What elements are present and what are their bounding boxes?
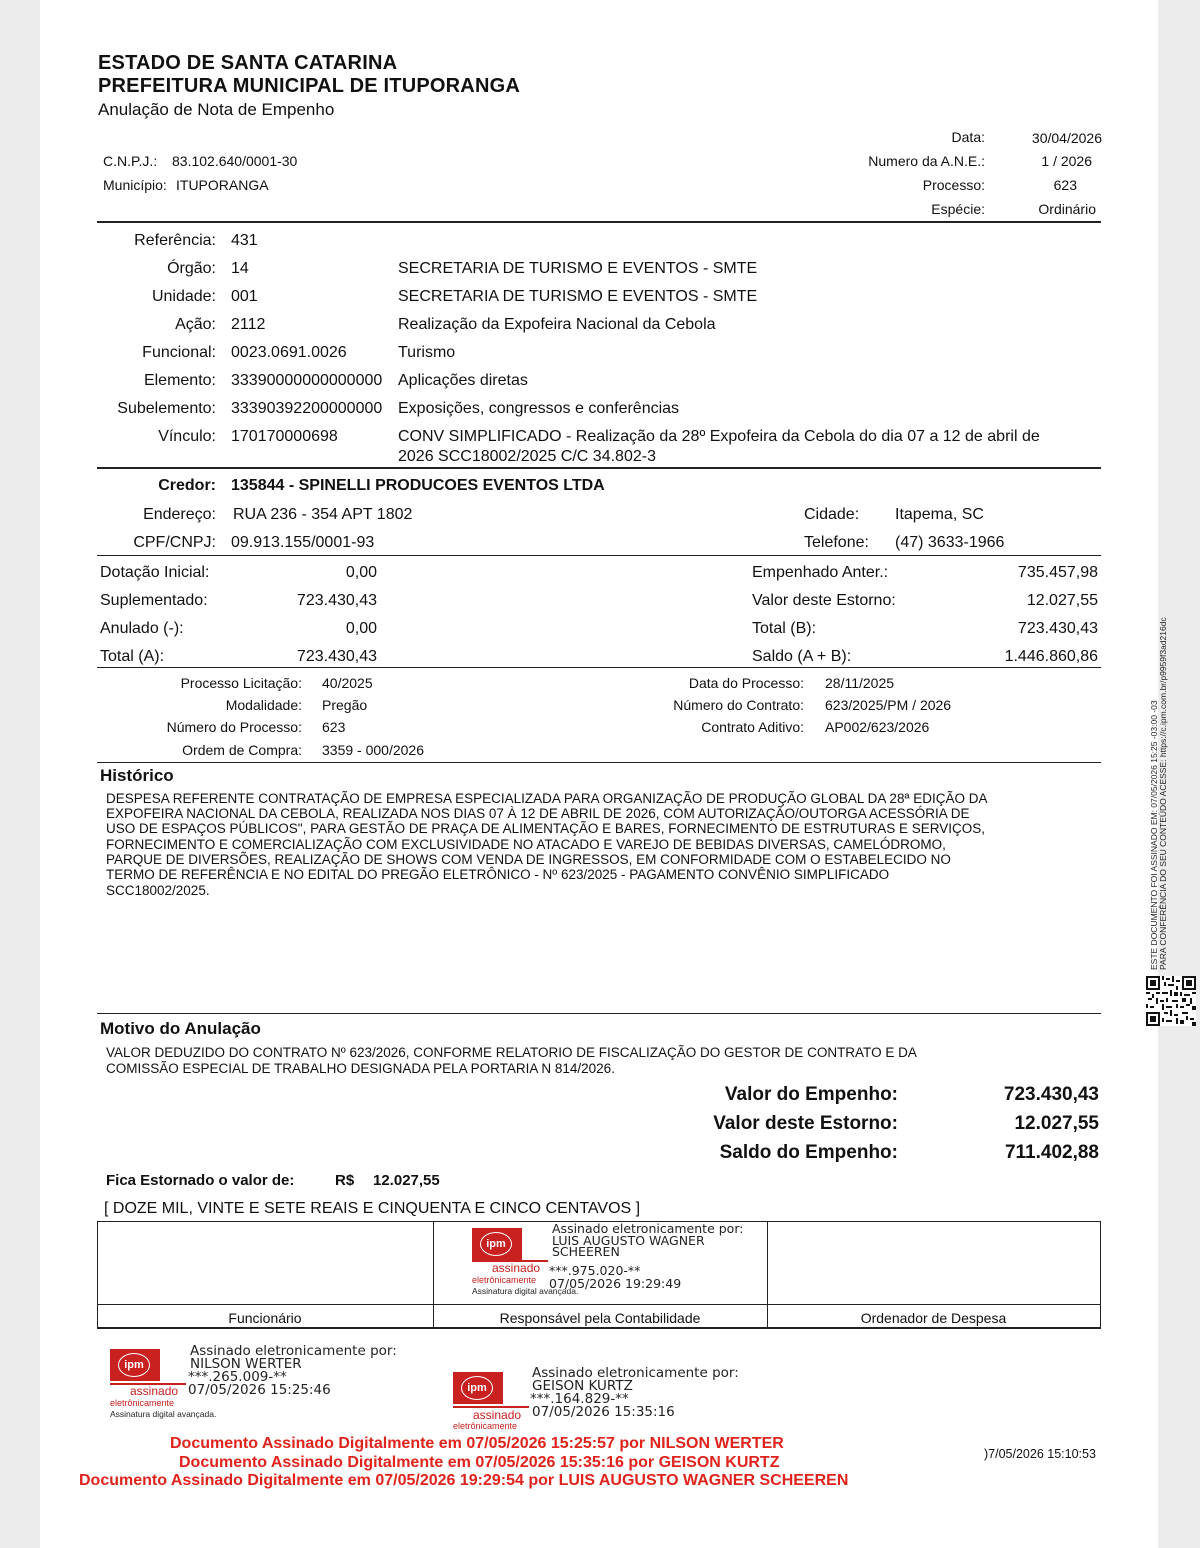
total-a-label: Total (A):: [100, 648, 165, 665]
ipm-avancada: Assinatura digital avançada.: [472, 1286, 579, 1296]
signature-header: Assinado eletronicamente por:: [552, 1221, 744, 1236]
prefecture-title: PREFEITURA MUNICIPAL DE ITUPORANGA: [98, 75, 520, 97]
historico-line: TERMO DE REFERÊNCIA E NO EDITAL DO PREGÃO ELETRÔNICO - Nº 623/2025 - PAGAMENTO CONVÊNIO SIMPLIFICADO: [106, 867, 890, 882]
data-processo-label: Data do Processo:: [688, 675, 804, 691]
subelemento-desc: Exposições, congressos e conferências: [398, 400, 680, 417]
elemento-label: Elemento:: [143, 372, 216, 389]
credor-value: 135844 - SPINELLI PRODUCOES EVENTOS LTDA: [231, 477, 605, 494]
municipio-value: ITUPORANGA: [176, 177, 269, 193]
endereco-label: Endereço:: [143, 506, 216, 523]
numero-contrato-label: Número do Contrato:: [673, 697, 804, 713]
valor-empenho-value: 723.430,43: [1003, 1084, 1099, 1105]
cnpj-value: 83.102.640/0001-30: [172, 153, 298, 169]
ordenador-label: Ordenador de Despesa: [860, 1310, 1007, 1326]
historico-line: SCC18002/2025.: [106, 883, 210, 898]
empenhado-anter-label: Empenhado Anter.:: [752, 564, 889, 581]
telefone-value: (47) 3633-1966: [895, 534, 1005, 551]
vinculo-code: 170170000698: [231, 428, 338, 445]
valor-estorno-label: Valor deste Estorno:: [752, 592, 896, 609]
unidade-code: 001: [231, 288, 258, 305]
verification-line: PARA CONFERÊNCIA DO SEU CONTEÚDO ACESSE: https://c.ipm.com.br/p9959f3ad216dc: [1158, 617, 1168, 970]
cpf-label: CPF/CNPJ:: [133, 534, 216, 551]
telefone-label: Telefone:: [804, 534, 869, 551]
acao-label: Ação:: [175, 316, 216, 333]
suplementado-label: Suplementado:: [100, 592, 208, 609]
vinculo-desc-2: 2026 SCC18002/2025 C/C 34.802-3: [398, 448, 656, 465]
saldo-label: Saldo (A + B):: [752, 648, 852, 665]
signature-name: GEISON KURTZ: [532, 1378, 633, 1394]
estornado-label: Fica Estornado o valor de:: [106, 1172, 295, 1189]
ipm-eletronicamente: eletrônicamente: [472, 1275, 537, 1285]
historico-line: USO DE ESPAÇOS PÚBLICOS", PARA GESTÃO DE PRAÇA DE ALIMENTAÇÃO E BARES, FORNECIMENTO DE ESTRUTURAS E SERVIÇOS,: [106, 821, 985, 836]
dotacao-inicial-label: Dotação Inicial:: [100, 564, 210, 581]
divider: [97, 221, 1101, 223]
motivo-line: COMISSÃO ESPECIAL DE TRABALHO DESIGNADA PELA PORTARIA N 814/2026.: [106, 1061, 615, 1076]
numero-processo-value: 623: [322, 719, 346, 735]
especie-label: Espécie:: [931, 201, 985, 217]
signature-cpf: ***.265.009-**: [188, 1369, 287, 1385]
total-a-value: 723.430,43: [296, 648, 377, 665]
processo-value: 623: [1053, 177, 1077, 193]
state-title: ESTADO DE SANTA CATARINA: [98, 52, 398, 74]
ipm-logo-icon: ipm: [472, 1228, 522, 1260]
signature-stamp-contabilidade: [472, 1222, 812, 1302]
digital-signature-line: Documento Assinado Digitalmente em 07/05/2026 19:29:54 por LUIS AUGUSTO WAGNER SCHEEREN: [79, 1472, 849, 1489]
elemento-desc: Aplicações diretas: [398, 372, 528, 389]
anulado-label: Anulado (-):: [100, 620, 184, 637]
historico-line: PARQUE DE DIVERSÕES, REALIZAÇÃO DE SHOWS COM VENDA DE INGRESSOS, EM CONFORMIDADE COM O ESTABELECIDO NO: [106, 852, 951, 867]
cidade-value: Itapema, SC: [895, 506, 984, 523]
referencia-label: Referência:: [134, 232, 216, 249]
subelemento-label: Subelemento:: [117, 400, 216, 417]
endereco-value: RUA 236 - 354 APT 1802: [233, 506, 413, 523]
funcional-code: 0023.0691.0026: [231, 344, 347, 361]
dotacao-inicial-value: 0,00: [345, 564, 377, 581]
signature-header: Assinado eletronicamente por:: [190, 1343, 397, 1359]
funcionario-label: Funcionário: [228, 1310, 302, 1326]
acao-desc: Realização da Expofeira Nacional da Cebola: [398, 316, 716, 333]
saldo-value: 1.446.860,86: [1004, 648, 1098, 665]
data-processo-value: 28/11/2025: [825, 675, 895, 691]
total-b-value: 723.430,43: [1017, 620, 1098, 637]
digital-signature-line: Documento Assinado Digitalmente em 07/05/2026 15:25:57 por NILSON WERTER: [170, 1435, 784, 1452]
divider: [97, 667, 1101, 668]
historico-title: Histórico: [100, 766, 174, 785]
unidade-desc: SECRETARIA DE TURISMO E EVENTOS - SMTE: [398, 288, 758, 305]
estornado-value: 12.027,55: [373, 1172, 440, 1189]
document-title: Anulação de Nota de Empenho: [98, 100, 335, 119]
saldo-empenho-label: Saldo do Empenho:: [719, 1142, 898, 1163]
suplementado-value: 723.430,43: [296, 592, 377, 609]
processo-licitacao-value: 40/2025: [322, 675, 373, 691]
data-value: 30/04/2026: [1031, 130, 1102, 146]
ipm-avancada: Assinatura digital avançada.: [110, 1409, 217, 1419]
ipm-logo-icon: ipm: [453, 1372, 503, 1404]
divider: [97, 1013, 1101, 1014]
empenhado-anter-value: 735.457,98: [1017, 564, 1098, 581]
anulado-value: 0,00: [345, 620, 377, 637]
cnpj-label: C.N.P.J.:: [103, 153, 158, 169]
signature-name-2: SCHEEREN: [552, 1244, 620, 1259]
ane-label: Numero da A.N.E.:: [868, 153, 985, 169]
estornado-currency: R$: [335, 1172, 355, 1189]
valor-empenho-label: Valor do Empenho:: [724, 1084, 898, 1105]
ipm-eletronicamente: eletrônicamente: [110, 1398, 175, 1408]
orgao-code: 14: [231, 260, 249, 277]
ipm-assinado: assinado: [130, 1384, 179, 1398]
ane-value: 1 / 2026: [1041, 153, 1092, 169]
cpf-value: 09.913.155/0001-93: [231, 534, 375, 551]
processo-label: Processo:: [922, 177, 985, 193]
modalidade-label: Modalidade:: [225, 697, 302, 713]
signature-stamp-nilson: [110, 1343, 440, 1423]
valor-estorno-total-value: 12.027,55: [1014, 1113, 1099, 1134]
funcional-label: Funcional:: [142, 344, 216, 361]
table-border: [1100, 1221, 1101, 1328]
print-timestamp: )7/05/2026 15:10:53: [984, 1447, 1096, 1461]
credor-label: Credor:: [158, 477, 216, 494]
vinculo-desc: CONV SIMPLIFICADO - Realização da 28º Expofeira da Cebola do dia 07 a 12 de abril de: [398, 428, 1040, 445]
signature-datetime: 07/05/2026 15:35:16: [532, 1404, 675, 1420]
processo-licitacao-label: Processo Licitação:: [180, 675, 302, 691]
especie-value: Ordinário: [1038, 201, 1096, 217]
ipm-logo-icon: ipm: [110, 1349, 160, 1381]
valor-extenso: [ DOZE MIL, VINTE E SETE REAIS E CINQUENTA E CINCO CENTAVOS ]: [104, 1200, 641, 1217]
ordem-compra-value: 3359 - 000/2026: [322, 742, 424, 758]
signature-name: LUIS AUGUSTO WAGNER: [552, 1233, 705, 1248]
signature-name: NILSON WERTER: [190, 1356, 302, 1372]
elemento-code: 33390000000000000: [231, 372, 383, 389]
valor-estorno-value: 12.027,55: [1026, 592, 1098, 609]
total-b-label: Total (B):: [752, 620, 817, 637]
modalidade-value: Pregão: [322, 697, 368, 713]
ipm-eletronicamente: eletrônicamente: [453, 1421, 518, 1431]
motivo-line: VALOR DEDUZIDO DO CONTRATO Nº 623/2026, CONFORME RELATORIO DE FISCALIZAÇÃO DO GESTOR DE CONTRATO E DA: [106, 1045, 917, 1060]
table-border: [97, 1304, 1101, 1305]
historico-line: FORNECIMENTO E COMERCIALIZAÇÃO COM EXCLUSIVIDADE NO ATACADO E VAREJO DE BEBIDAS DIVERSAS, CAMELÓDROMO,: [106, 837, 946, 852]
ipm-assinado: assinado: [473, 1408, 522, 1422]
signature-cpf: ***.164.829-**: [530, 1391, 629, 1407]
table-border: [97, 1327, 1101, 1329]
data-label: Data:: [951, 129, 985, 145]
signature-datetime: 07/05/2026 19:29:49: [549, 1276, 682, 1291]
contabilidade-label: Responsável pela Contabilidade: [499, 1310, 701, 1326]
funcional-desc: Turismo: [398, 344, 456, 361]
numero-contrato-value: 623/2025/PM / 2026: [825, 697, 952, 713]
referencia-code: 431: [231, 232, 258, 249]
divider: [97, 762, 1101, 763]
acao-code: 2112: [231, 316, 266, 333]
municipio-label: Município:: [103, 177, 167, 193]
numero-processo-label: Número do Processo:: [166, 719, 302, 735]
verification-note: [1150, 617, 1168, 970]
signature-cpf: ***.975.020-**: [549, 1263, 641, 1278]
contrato-aditivo-value: AP002/623/2026: [825, 719, 930, 735]
orgao-desc: SECRETARIA DE TURISMO E EVENTOS - SMTE: [398, 260, 758, 277]
divider: [97, 555, 1101, 556]
ipm-assinado: assinado: [492, 1261, 541, 1275]
document-page: [40, 0, 1168, 1548]
divider: [97, 467, 1101, 469]
qr-code-icon[interactable]: [1146, 976, 1196, 1026]
cidade-label: Cidade:: [804, 506, 860, 523]
motivo-title: Motivo do Anulação: [100, 1019, 261, 1038]
saldo-empenho-value: 711.402,88: [1004, 1142, 1099, 1163]
signature-header: Assinado eletronicamente por:: [532, 1365, 739, 1381]
historico-line: DESPESA REFERENTE CONTRATAÇÃO DE EMPRESA ESPECIALIZADA PARA ORGANIZAÇÃO DE PRODUÇÃO GLOBAL DA 28ª EDIÇÃO DA: [106, 791, 988, 806]
orgao-label: Órgão:: [167, 260, 216, 277]
signature-datetime: 07/05/2026 15:25:46: [188, 1382, 331, 1398]
contrato-aditivo-label: Contrato Aditivo:: [701, 719, 804, 735]
valor-estorno-total-label: Valor deste Estorno:: [713, 1113, 898, 1134]
vinculo-label: Vínculo:: [158, 428, 216, 445]
historico-line: EXPOFEIRA NACIONAL DA CEBOLA, REALIZADA NOS DIAS 07 À 12 DE ABRIL DE 2026, COM AUTORIZAÇÃO/OUTORGA ACESSÓRIA DE: [106, 806, 970, 821]
unidade-label: Unidade:: [151, 288, 216, 305]
verification-line: ESTE DOCUMENTO FOI ASSINADO EM: 07/05/2026 15:25 -03:00 -03: [1149, 700, 1159, 970]
signature-stamp-geison: [453, 1366, 783, 1446]
subelemento-code: 33390392200000000: [231, 400, 383, 417]
ordem-compra-label: Ordem de Compra:: [182, 742, 302, 758]
digital-signature-line: Documento Assinado Digitalmente em 07/05/2026 15:35:16 por GEISON KURTZ: [179, 1454, 780, 1471]
